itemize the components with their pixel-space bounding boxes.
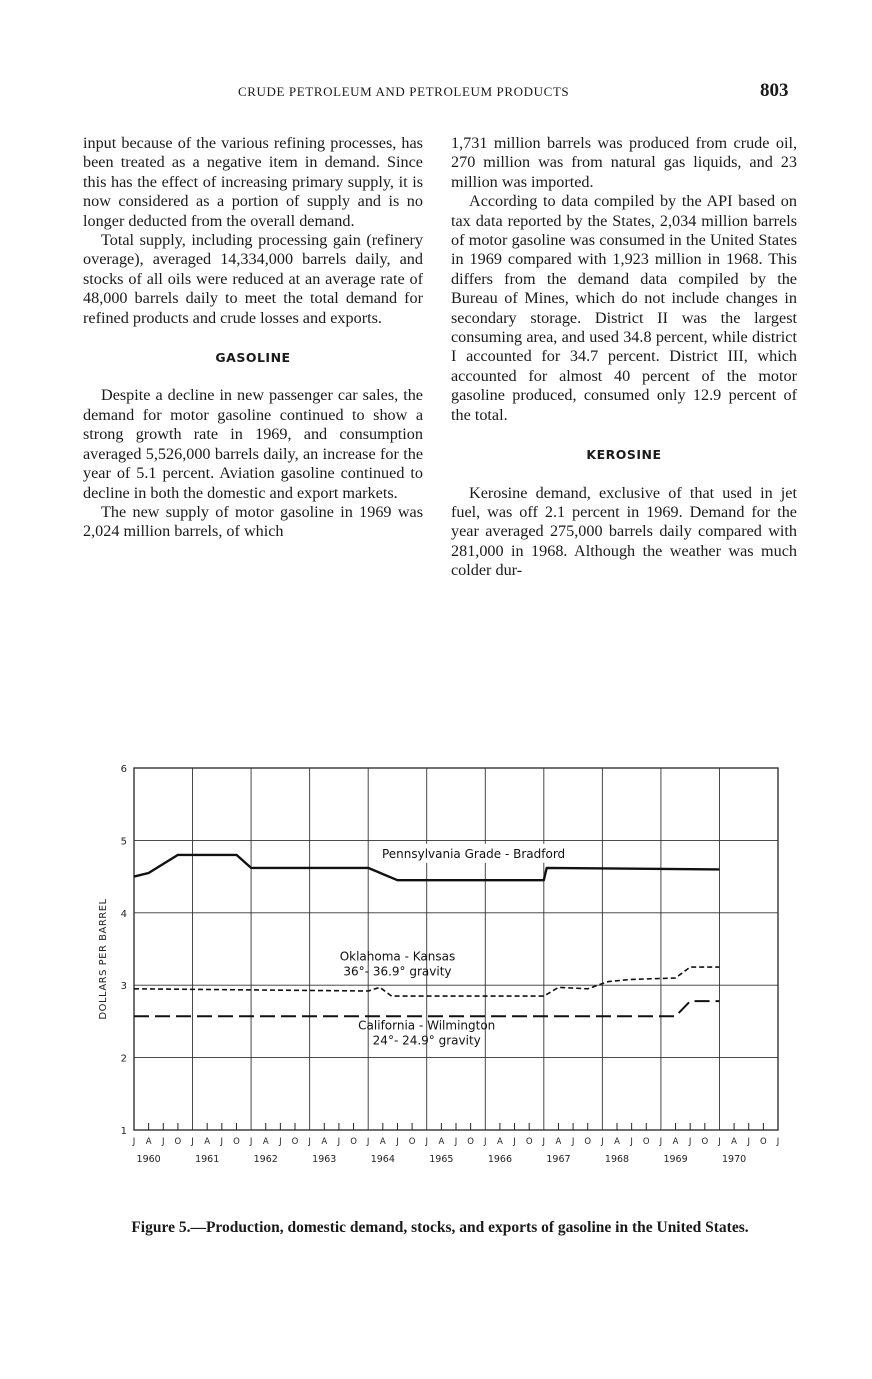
series-label: Oklahoma - Kansas bbox=[339, 949, 456, 964]
x-month-letter: O bbox=[350, 1137, 357, 1147]
x-month-letter: J bbox=[425, 1137, 428, 1147]
chart-svg bbox=[90, 755, 800, 1185]
x-month-letter: A bbox=[145, 1137, 152, 1147]
x-month-letter: J bbox=[132, 1137, 136, 1147]
paragraph: Kerosine demand, exclusive of that used in jet fuel, was off 2.1 percent in 1969. Demand for the year averaged 275,000 barrels daily compared with 281,000 in 1968. Although the weather was much colder dur- bbox=[451, 483, 797, 580]
x-month-letter: A bbox=[496, 1137, 503, 1147]
x-month-letter: J bbox=[279, 1137, 282, 1147]
x-month-letter: J bbox=[308, 1137, 311, 1147]
series-label: California - Wilmington bbox=[358, 1018, 496, 1033]
paragraph: input because of the various refining processes, has been treated as a negative item in demand. Since this has the effect of increasing primary supply, it is now considered as a portion of supply and is no longer deducted from the overall demand. bbox=[83, 134, 423, 230]
x-year-label: 1969 bbox=[663, 1154, 688, 1165]
plot-frame bbox=[134, 768, 778, 1130]
series-label: 24°- 24.9° gravity bbox=[372, 1033, 481, 1048]
y-tick-label: 5 bbox=[120, 836, 127, 848]
x-month-letter: O bbox=[642, 1137, 650, 1147]
x-month-letter: O bbox=[174, 1137, 182, 1147]
x-month-letter: J bbox=[630, 1137, 633, 1147]
price-chart bbox=[90, 755, 800, 1185]
x-year-label: 1961 bbox=[195, 1154, 220, 1165]
figure-caption: Figure 5.—Production, domestic demand, stocks, and exports of gasoline in the United States. bbox=[131, 1219, 749, 1236]
page-number: 803 bbox=[760, 80, 789, 101]
x-month-letter: J bbox=[688, 1137, 692, 1147]
y-axis-label: DOLLARS PER BARREL bbox=[98, 898, 109, 1020]
x-month-letter: J bbox=[162, 1137, 165, 1147]
x-month-letter: O bbox=[233, 1137, 240, 1147]
x-month-letter: A bbox=[379, 1137, 386, 1147]
paragraph: 1,731 million barrels was produced from crude oil, 270 million was from natural gas liquids, and 23 million was imported. bbox=[451, 134, 797, 191]
x-month-letter: J bbox=[601, 1137, 604, 1147]
x-month-letter: J bbox=[513, 1137, 516, 1147]
x-month-letter: J bbox=[484, 1137, 487, 1147]
x-month-letter: J bbox=[396, 1137, 399, 1147]
x-month-letter: O bbox=[291, 1137, 299, 1147]
x-month-letter: J bbox=[571, 1137, 575, 1147]
x-month-letter: A bbox=[672, 1137, 679, 1147]
x-year-label: 1965 bbox=[429, 1154, 454, 1165]
paragraph: The new supply of motor gasoline in 1969 was 2,024 million barrels, of which bbox=[83, 502, 423, 541]
x-month-letter: J bbox=[747, 1137, 750, 1147]
x-month-letter: O bbox=[408, 1137, 416, 1147]
x-month-letter: J bbox=[718, 1137, 721, 1147]
x-year-label: 1960 bbox=[136, 1154, 161, 1165]
x-month-letter: A bbox=[731, 1137, 738, 1147]
x-month-letter: J bbox=[366, 1137, 370, 1147]
x-month-letter: O bbox=[467, 1137, 474, 1147]
series-label: 36°- 36.9° gravity bbox=[343, 964, 452, 979]
x-month-letter: A bbox=[614, 1137, 620, 1147]
y-tick-label: 2 bbox=[120, 1053, 127, 1065]
x-year-label: 1963 bbox=[312, 1154, 337, 1165]
x-month-letter: O bbox=[525, 1137, 533, 1147]
x-month-letter: J bbox=[191, 1137, 194, 1147]
x-month-letter: J bbox=[454, 1137, 458, 1147]
paragraph: Despite a decline in new passenger car sales, the demand for motor gasoline continued to show a strong growth rate in 1969, and consumption averaged 5,526,000 barrels daily, an increase for the year of 5.1 percent. Aviation gasoline continued to decline in both the domestic and export markets. bbox=[83, 386, 423, 502]
x-month-letter: O bbox=[701, 1137, 709, 1147]
y-tick-label: 4 bbox=[120, 908, 127, 920]
x-month-letter: A bbox=[262, 1137, 269, 1147]
x-month-letter: J bbox=[659, 1137, 663, 1147]
y-tick-label: 6 bbox=[120, 764, 127, 775]
x-month-letter: O bbox=[584, 1137, 592, 1147]
x-month-letter: J bbox=[249, 1137, 253, 1147]
right-column bbox=[451, 134, 797, 581]
running-head: CRUDE PETROLEUM AND PETROLEUM PRODUCTS bbox=[238, 84, 570, 99]
y-tick-label: 1 bbox=[120, 1126, 127, 1137]
x-year-label: 1966 bbox=[487, 1154, 513, 1165]
x-month-letter: A bbox=[321, 1137, 328, 1147]
x-month-letter: A bbox=[555, 1137, 562, 1147]
x-month-letter: J bbox=[542, 1137, 546, 1147]
paragraph: According to data compiled by the API based on tax data reported by the States, 2,034 million barrels of motor gasoline was consumed in the United States in 1969 compared with 1,923 million in 1968. This differs from the demand data compiled by the Bureau of Mines, which do not include changes in secondary storage. District II was the largest consuming area, and used 34.8 percent, while district I accounted for 34.7 percent. District III, which accounted for almost 40 percent of the motor gasoline produced, consumed only 12.9 percent of the total. bbox=[451, 192, 797, 424]
section-heading-gasoline: GASOLINE bbox=[215, 350, 291, 366]
x-month-letter: A bbox=[204, 1137, 211, 1147]
x-year-label: 1968 bbox=[604, 1154, 630, 1165]
paragraph: Total supply, including processing gain (refinery overage), averaged 14,334,000 barrels daily, and stocks of all oils were reduced at an average rate of 48,000 barrels daily to meet the total demand for refined products and crude losses and exports. bbox=[83, 231, 423, 327]
series-label: Pennsylvania Grade - Bradford bbox=[381, 846, 566, 861]
x-month-letter: O bbox=[760, 1137, 767, 1147]
x-month-letter: J bbox=[337, 1137, 341, 1147]
x-year-label: 1964 bbox=[370, 1154, 395, 1165]
x-year-label: 1967 bbox=[546, 1154, 571, 1165]
x-month-letter: J bbox=[776, 1137, 780, 1147]
x-month-letter: A bbox=[438, 1137, 445, 1147]
y-tick-label: 3 bbox=[120, 981, 127, 993]
x-month-letter: J bbox=[220, 1137, 224, 1147]
x-year-label: 1962 bbox=[253, 1154, 278, 1165]
left-column bbox=[83, 134, 423, 542]
section-heading-kerosine: KEROSINE bbox=[586, 447, 662, 463]
x-year-label: 1970 bbox=[721, 1154, 747, 1165]
